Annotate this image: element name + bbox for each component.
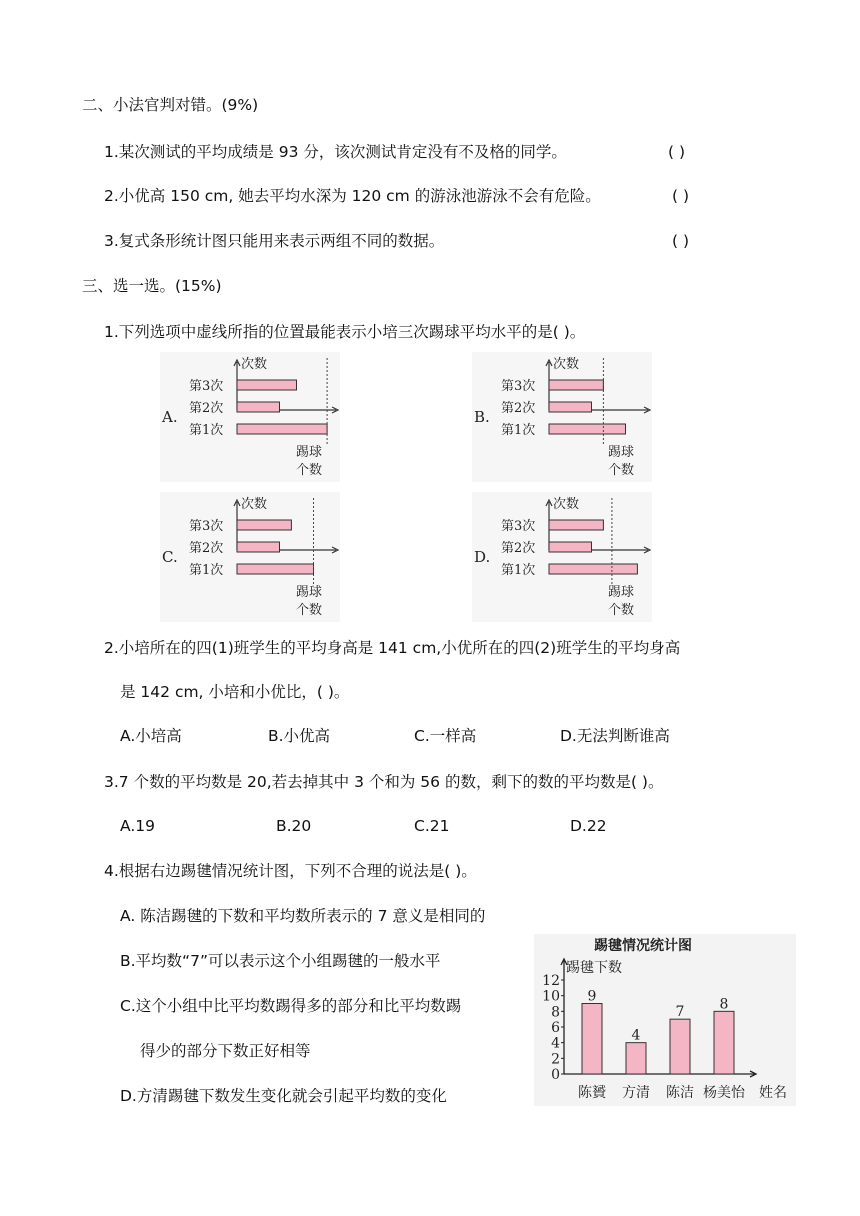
q3-text: 3.7 个数的平均数是 20,若去掉其中 3 个和为 56 的数，剩下的数的平均数是( )。 — [104, 773, 664, 791]
q1-text: 1.下列选项中虚线所指的位置最能表示小培三次踢球平均水平的是( )。 — [104, 323, 586, 341]
y-tick-label: 0 — [551, 1067, 560, 1083]
q1-option-a-chart[interactable] — [160, 352, 340, 482]
bar-value-label: 8 — [719, 996, 729, 1013]
chart-ylabel: 踢毽下数 — [566, 960, 622, 976]
q3-option-a[interactable]: A.19 — [120, 817, 155, 835]
bar — [582, 1004, 602, 1075]
bar — [549, 380, 603, 390]
bar — [549, 564, 637, 574]
mini-chart-svg — [472, 492, 652, 622]
bar — [237, 542, 280, 552]
q4-option-c[interactable]: C.这个小组中比平均数踢得多的部分和比平均数踢 — [120, 997, 462, 1015]
option-letter: B. — [474, 408, 490, 426]
axis-x-label-2: 个数 — [296, 463, 323, 478]
chart-title: 踢毽情况统计图 — [594, 938, 692, 954]
q3-option-c[interactable]: C.21 — [414, 817, 450, 835]
y-tick-label: 10 — [542, 988, 560, 1005]
axis-x-label-2: 个数 — [296, 603, 323, 618]
bar — [714, 1011, 734, 1074]
q3-option-b[interactable]: B.20 — [276, 817, 312, 835]
y-tick-label: 6 — [551, 1020, 560, 1036]
section2-heading: 二、小法官判对错。(9%) — [82, 96, 259, 114]
q1-option-d-chart[interactable] — [472, 492, 652, 622]
row-label: 第1次 — [189, 563, 224, 578]
q2-option-b[interactable]: B.小优高 — [268, 727, 331, 745]
q2-text-line2: 是 142 cm, 小培和小优比，( )。 — [120, 683, 350, 701]
answer-blank-s2-1[interactable]: ( ) — [668, 143, 686, 161]
bar — [237, 520, 291, 530]
axis-y-label: 次数 — [553, 497, 580, 512]
axis-x-label-1: 踢球 — [296, 585, 323, 600]
row-label: 第1次 — [189, 423, 224, 438]
bar — [549, 520, 603, 530]
y-tick-label: 4 — [551, 1035, 560, 1052]
chart-xlabel: 姓名 — [759, 1085, 787, 1101]
axis-y-label: 次数 — [241, 357, 268, 372]
q4-option-a[interactable]: A. 陈洁踢毽的下数和平均数所表示的 7 意义是相同的 — [120, 907, 486, 925]
axis-x-label-1: 踢球 — [296, 445, 323, 460]
row-label: 第2次 — [501, 401, 536, 416]
q4-option-d[interactable]: D.方清踢毽下数发生变化就会引起平均数的变化 — [120, 1087, 447, 1105]
mini-chart-svg — [160, 492, 340, 622]
answer-blank-s2-3[interactable]: ( ) — [672, 232, 690, 250]
x-tick-label: 陈洁 — [666, 1085, 694, 1101]
bar-value-label: 7 — [675, 1004, 685, 1021]
row-label: 第2次 — [189, 401, 224, 416]
option-letter: A. — [162, 408, 178, 426]
s2-item-3: 3.复式条形统计图只能用来表示两组不同的数据。 — [104, 232, 445, 250]
answer-blank-s2-2[interactable]: ( ) — [672, 187, 690, 205]
q2-option-c[interactable]: C.一样高 — [414, 727, 477, 745]
q3-option-d[interactable]: D.22 — [570, 817, 607, 835]
bar — [237, 564, 314, 574]
axis-x-label-2: 个数 — [608, 603, 635, 618]
axis-y-label: 次数 — [553, 357, 580, 372]
chart-svg — [534, 934, 796, 1106]
q2-option-a[interactable]: A.小培高 — [120, 727, 182, 745]
section3-heading: 三、选一选。(15%) — [82, 277, 222, 295]
bar — [237, 380, 297, 390]
row-label: 第2次 — [501, 541, 536, 556]
bar-value-label: 9 — [587, 988, 597, 1005]
x-tick-label: 陈贇 — [578, 1085, 606, 1101]
bar — [237, 424, 327, 434]
axis-x-label-1: 踢球 — [608, 585, 635, 600]
row-label: 第3次 — [189, 379, 224, 394]
bar — [626, 1043, 646, 1074]
axis-y-label: 次数 — [241, 497, 268, 512]
bar-value-label: 4 — [631, 1027, 641, 1044]
axis-x-label-1: 踢球 — [608, 445, 635, 460]
q1-option-c-chart[interactable] — [160, 492, 340, 622]
q4-option-c-cont: 得少的部分下数正好相等 — [140, 1042, 311, 1060]
y-tick-label: 12 — [542, 973, 560, 989]
mini-chart-svg — [160, 352, 340, 482]
x-tick-label: 方清 — [622, 1085, 650, 1101]
q2-option-d[interactable]: D.无法判断谁高 — [560, 727, 670, 745]
option-letter: D. — [474, 548, 491, 566]
jianzi-bar-chart — [534, 934, 796, 1106]
bar — [670, 1019, 690, 1074]
q2-text-line1: 2.小培所在的四(1)班学生的平均身高是 141 cm,小优所在的四(2)班学生的平均身高 — [104, 639, 681, 657]
row-label: 第3次 — [501, 519, 536, 534]
axis-x-label-2: 个数 — [608, 463, 635, 478]
q1-option-b-chart[interactable] — [472, 352, 652, 482]
x-tick-label: 杨美怡 — [703, 1085, 745, 1101]
q4-option-b[interactable]: B.平均数“7”可以表示这个小组踢毽的一般水平 — [120, 952, 441, 970]
bar — [549, 542, 592, 552]
row-label: 第1次 — [501, 563, 536, 578]
y-tick-label: 8 — [551, 1004, 560, 1021]
q4-text: 4.根据右边踢毽情况统计图，下列不合理的说法是( )。 — [104, 862, 477, 880]
bar — [549, 424, 626, 434]
s2-item-1: 1.某次测试的平均成绩是 93 分，该次测试肯定没有不及格的同学。 — [104, 143, 567, 161]
row-label: 第3次 — [501, 379, 536, 394]
row-label: 第2次 — [189, 541, 224, 556]
row-label: 第3次 — [189, 519, 224, 534]
s2-item-2: 2.小优高 150 cm, 她去平均水深为 120 cm 的游泳池游泳不会有危险。 — [104, 187, 601, 205]
bar — [237, 402, 280, 412]
option-letter: C. — [162, 548, 178, 566]
row-label: 第1次 — [501, 423, 536, 438]
bar — [549, 402, 592, 412]
mini-chart-svg — [472, 352, 652, 482]
y-tick-label: 2 — [551, 1051, 560, 1068]
